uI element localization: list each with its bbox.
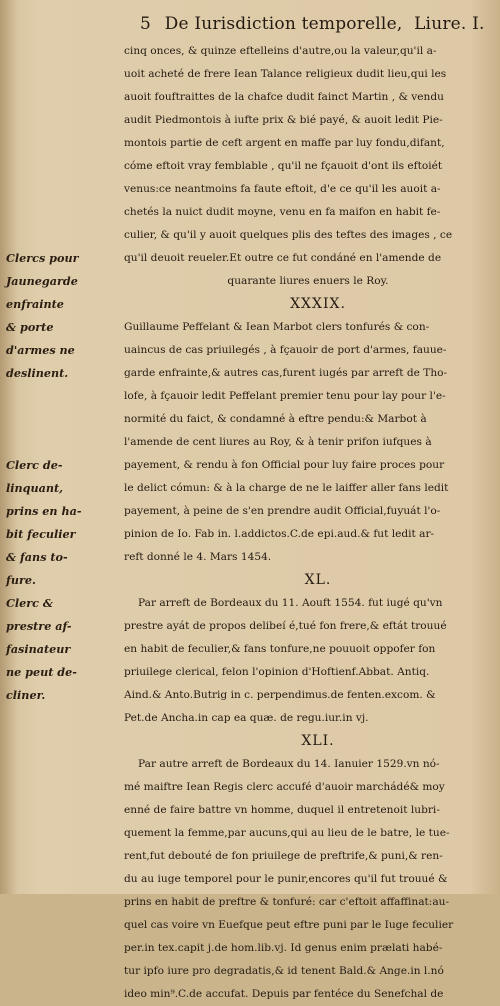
running-title: De Iurisdiction temporelle,: [164, 14, 403, 34]
section-number: XXXIX.: [290, 296, 346, 312]
text-line: culier, & qu'il y auoit quelques plis des teftes des images , ce: [124, 229, 453, 241]
text-line: du au iuge temporel pour le punir,encores qu'il fut trouué &: [124, 873, 448, 885]
text-line: reft donné le 4. Mars 1454.: [124, 551, 272, 563]
text-line: priuilege clerical, felon l'opinion d'Hoftienf.Abbat. Antiq.: [124, 666, 430, 678]
text-line: Guillaume Peffelant & Iean Marbot clers tonfurés & con-: [124, 321, 430, 333]
text-line: payement, & rendu à fon Official pour luy faire proces pour: [124, 459, 445, 471]
text-line: rent,fut debouté de fon priuilege de preftrife,& puni,& ren-: [124, 850, 443, 862]
text-line: quel cas voire vn Euefque peut eftre puni par le Iuge feculier: [124, 919, 454, 931]
margin-line: enfrainte: [6, 297, 64, 311]
text-line: cinq onces, & quinze eftelleins d'autre,ou la valeur,qu'il a-: [124, 45, 437, 57]
text-line: le delict cómun: & à la charge de ne le laiffer aller fans ledit: [124, 482, 449, 494]
margin-line: fure.: [6, 573, 36, 587]
text-line: Pet.de Ancha.in cap ea quæ. de regu.iur.in vj.: [124, 712, 369, 724]
text-line: audit Piedmontois à iufte prix & bié payé, & auoit ledit Pie-: [124, 114, 443, 126]
margin-line: Clerc de-: [6, 458, 63, 472]
section-number: XLI.: [301, 733, 335, 749]
margin-line: Clercs pour: [6, 251, 79, 265]
text-line: quement la femme,par aucuns,qui au lieu de le batre, le tue-: [124, 827, 450, 839]
text-line: chetés la nuict dudit moyne, venu en fa maifon en habit fe-: [124, 206, 441, 218]
section-number: XL.: [304, 572, 332, 588]
text-line: uoit acheté de frere Iean Talance religieux dudit lieu,qui les: [124, 68, 447, 80]
text-line: normité du faict, & condamné à eftre pendu:& Marbot à: [124, 413, 427, 425]
text-line: mé maiftre Iean Regis clerc accufé d'auoir marchádé& moy: [124, 781, 445, 793]
margin-line: cliner.: [6, 688, 46, 702]
text-line: prestre ayát de propos delibeí é,tué fon frere,& eftát trouué: [124, 620, 447, 632]
text-line: Par arreft de Bordeaux du 11. Aouft 1554. fut iugé qu'vn: [138, 597, 443, 609]
text-line: l'amende de cent liures au Roy, & à tenir prifon iufques à: [124, 436, 432, 448]
text-line: Aind.& Anto.Butrig in c. perpendimus.de fenten.excom. &: [124, 689, 436, 701]
text-line: cóme eftoit vray femblable , qu'il ne fçauoit d'ont ils eftoiét: [124, 160, 443, 172]
margin-line: linquant,: [6, 481, 64, 495]
margin-line: fasinateur: [6, 642, 71, 656]
text-line: payement, à peine de s'en prendre audit Official,fuyuát l'o-: [124, 505, 441, 517]
margin-note-1: [6, 247, 124, 385]
margin-note-2: [6, 454, 124, 592]
margin-note-3: [6, 592, 124, 707]
text-line: quarante liures enuers le Roy.: [227, 275, 389, 287]
margin-line: ne peut de-: [6, 665, 77, 679]
margin-line: prins en ha-: [6, 504, 82, 518]
margin-line: Clerc &: [6, 596, 53, 610]
text-line: qu'il deuoit reueler.Et outre ce fut condáné en l'amende de: [124, 252, 442, 264]
text-line: ideo min⁹.C.de accufat. Depuis par fentéce du Senefchal de: [124, 988, 444, 1000]
text-line: per.in tex.capit j.de hom.lib.vj. Id genus enim prælati habé-: [124, 942, 443, 954]
margin-line: bit feculier: [6, 527, 76, 541]
margin-line: deslinent.: [6, 366, 69, 380]
text-line: pinion de Io. Fab in. l.addictos.C.de epi.aud.& fut ledit ar-: [124, 528, 435, 540]
running-header: [140, 14, 485, 38]
text-line: uaincus de cas priuilegés , à fçauoir de port d'armes, fauue-: [124, 344, 447, 356]
text-line: enné de faire battre vn homme, duquel il entretenoit lubri-: [124, 804, 440, 816]
margin-line: Jaunegarde: [6, 274, 78, 288]
text-line: venus:ce neantmoins fa faute eftoit, d'e ce qu'il les auoit a-: [124, 183, 441, 195]
book-label: Liure. I.: [414, 14, 485, 34]
page-number: 5: [140, 14, 152, 34]
text-line: Par autre arreft de Bordeaux du 14. Ianuier 1529.vn nó-: [138, 758, 440, 770]
text-line: lofe, à fçauoir ledit Peffelant premier tenu pour lay pour l'e-: [124, 390, 446, 402]
text-line: prins en habit de preftre & tonfuré: car c'eftoit affaffinat:au-: [124, 896, 450, 908]
margin-line: & porte: [6, 320, 54, 334]
section-heading: [124, 569, 492, 592]
text-line: en habit de feculier,& fans tonfure,ne pouuoit oppofer fon: [124, 643, 436, 655]
main-text: [124, 40, 492, 1006]
text-line: garde enfrainte,& autres cas,furent iugés par arreft de Tho-: [124, 367, 448, 379]
margin-line: d'armes ne: [6, 343, 75, 357]
text-line: auoit fouftraittes de la chafce dudit fainct Martin , & vendu: [124, 91, 444, 103]
section-heading: [124, 293, 492, 316]
margin-line: & fans to-: [6, 550, 68, 564]
text-line: montois partie de ceft argent en maffe par luy fondu,difant,: [124, 137, 445, 149]
text-line: tur ipfo iure pro degradatis,& id tenent Bald.& Ange.in l.nó: [124, 965, 444, 977]
section-heading: [124, 730, 492, 753]
margin-line: prestre af-: [6, 619, 72, 633]
